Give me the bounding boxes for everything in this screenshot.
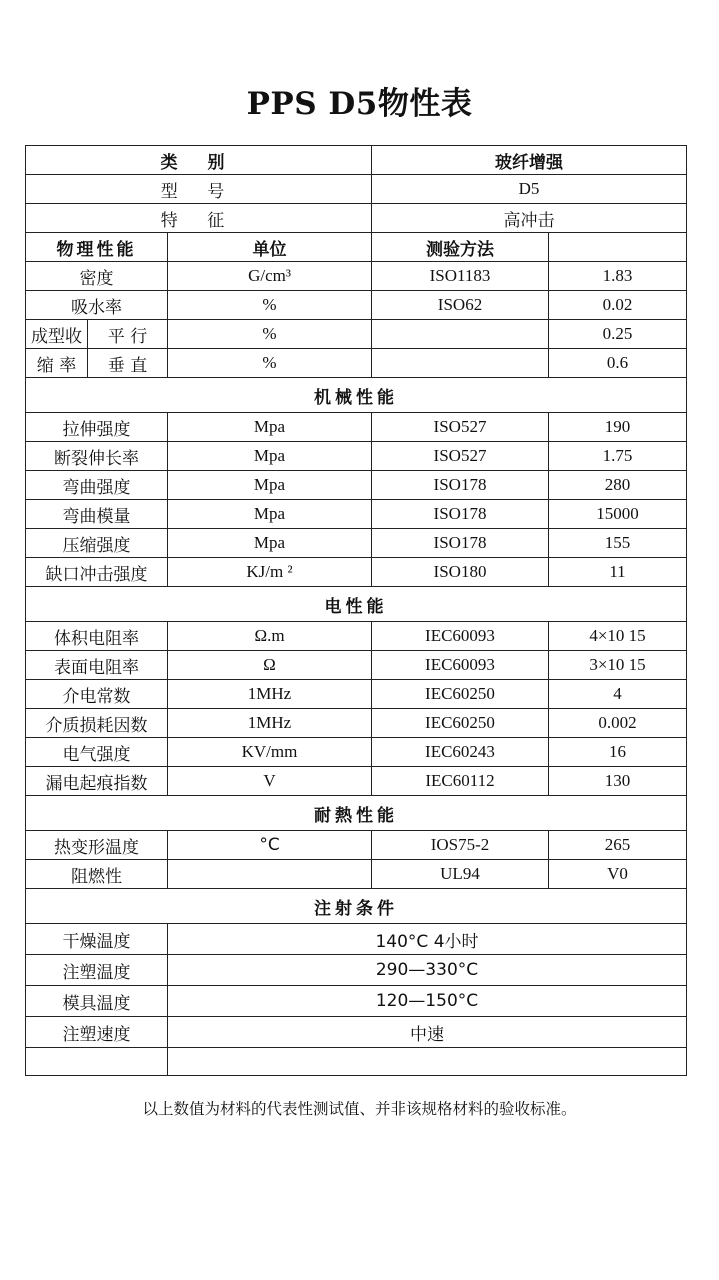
table-row (26, 709, 687, 738)
property-value: 280 (549, 471, 687, 500)
condition-value: 中速 (168, 1017, 687, 1048)
property-method: UL94 (372, 860, 549, 889)
column-property: 物理性能 (26, 233, 168, 262)
feature-value: 高冲击 (372, 204, 687, 233)
table-row (26, 831, 687, 860)
property-method: IEC60093 (372, 651, 549, 680)
column-method: 测验方法 (372, 233, 549, 262)
property-method: IEC60250 (372, 709, 549, 738)
property-name: 弯曲强度 (26, 471, 168, 500)
section-injection: 注射条件 (26, 889, 687, 924)
property-name: 介质损耗因数 (26, 709, 168, 738)
section-heading-row (26, 889, 687, 924)
table-row (26, 924, 687, 955)
table-row (26, 767, 687, 796)
property-value: 0.002 (549, 709, 687, 738)
shrinkage-parallel: 平 行 (88, 320, 168, 349)
property-name: 热变形温度 (26, 831, 168, 860)
property-unit: Mpa (168, 442, 372, 471)
condition-name: 模具温度 (26, 986, 168, 1017)
property-method: ISO1183 (372, 262, 549, 291)
shrinkage-label-bottom: 缩 率 (26, 349, 88, 378)
property-unit: Ω (168, 651, 372, 680)
section-heading-row (26, 378, 687, 413)
table-row (26, 986, 687, 1017)
condition-name: 注塑温度 (26, 955, 168, 986)
property-name: 弯曲模量 (26, 500, 168, 529)
property-method: IEC60243 (372, 738, 549, 767)
property-method: ISO527 (372, 413, 549, 442)
property-method: ISO178 (372, 500, 549, 529)
table-row (26, 1017, 687, 1048)
property-value: 4 (549, 680, 687, 709)
page-title: PPS D5物性表 (246, 86, 473, 122)
property-method (372, 320, 549, 349)
property-method: IOS75-2 (372, 831, 549, 860)
table-row (26, 500, 687, 529)
property-unit: % (168, 320, 372, 349)
property-name: 断裂伸长率 (26, 442, 168, 471)
section-heading-row (26, 796, 687, 831)
property-method: IEC60093 (372, 622, 549, 651)
property-value: 4×10 15 (549, 622, 687, 651)
property-table (25, 145, 687, 1076)
property-value: 1.83 (549, 262, 687, 291)
property-name: 密度 (26, 262, 168, 291)
property-unit: KV/mm (168, 738, 372, 767)
property-name: 吸水率 (26, 291, 168, 320)
property-name: 电气强度 (26, 738, 168, 767)
property-method (372, 349, 549, 378)
category-value: 玻纤增强 (372, 146, 687, 175)
table-row (26, 413, 687, 442)
property-value: 15000 (549, 500, 687, 529)
feature-row (26, 204, 687, 233)
shrinkage-label-top: 成型收 (26, 320, 88, 349)
property-unit: Ω.m (168, 622, 372, 651)
category-row (26, 146, 687, 175)
empty-cell (168, 1048, 687, 1076)
condition-name: 注塑速度 (26, 1017, 168, 1048)
table-row (26, 651, 687, 680)
property-method: IEC60112 (372, 767, 549, 796)
table-row (26, 680, 687, 709)
model-row (26, 175, 687, 204)
property-unit: V (168, 767, 372, 796)
property-value: V0 (549, 860, 687, 889)
footnote: 以上数值为材料的代表性测试值、并非该规格材料的验收标准。 (142, 1100, 577, 1118)
property-method: ISO180 (372, 558, 549, 587)
condition-value: 290—330°C (168, 955, 687, 986)
table-row (26, 622, 687, 651)
table-row (26, 442, 687, 471)
property-unit: % (168, 291, 372, 320)
property-value: 265 (549, 831, 687, 860)
property-value: 11 (549, 558, 687, 587)
property-name: 压缩强度 (26, 529, 168, 558)
table-row (26, 558, 687, 587)
property-method: ISO178 (372, 471, 549, 500)
property-method: ISO178 (372, 529, 549, 558)
table-row (26, 262, 687, 291)
section-mechanical: 机械性能 (26, 378, 687, 413)
property-unit: °C (168, 831, 372, 860)
property-name: 阻燃性 (26, 860, 168, 889)
table-row (26, 320, 687, 349)
property-name: 表面电阻率 (26, 651, 168, 680)
property-value: 130 (549, 767, 687, 796)
property-value: 16 (549, 738, 687, 767)
property-name: 漏电起痕指数 (26, 767, 168, 796)
table-row (26, 529, 687, 558)
property-unit: 1MHz (168, 680, 372, 709)
property-value: 3×10 15 (549, 651, 687, 680)
table-row (26, 860, 687, 889)
empty-row (26, 1048, 687, 1076)
property-unit (168, 860, 372, 889)
condition-value: 140°C 4小时 (168, 924, 687, 955)
property-unit: 1MHz (168, 709, 372, 738)
feature-label: 特 征 (26, 204, 372, 233)
shrinkage-vertical: 垂 直 (88, 349, 168, 378)
property-unit: % (168, 349, 372, 378)
property-value: 0.6 (549, 349, 687, 378)
property-unit: Mpa (168, 529, 372, 558)
category-label: 类 别 (26, 146, 372, 175)
table-row (26, 738, 687, 767)
property-name: 介电常数 (26, 680, 168, 709)
property-unit: KJ/m ² (168, 558, 372, 587)
model-value: D5 (372, 175, 687, 204)
table-row (26, 471, 687, 500)
property-value: 0.02 (549, 291, 687, 320)
column-value (549, 233, 687, 262)
condition-value: 120—150°C (168, 986, 687, 1017)
section-electrical: 电性能 (26, 587, 687, 622)
property-name: 拉伸强度 (26, 413, 168, 442)
property-unit: Mpa (168, 500, 372, 529)
section-heading-row (26, 587, 687, 622)
property-unit: Mpa (168, 471, 372, 500)
property-name: 缺口冲击强度 (26, 558, 168, 587)
property-value: 155 (549, 529, 687, 558)
model-label: 型 号 (26, 175, 372, 204)
column-header-row (26, 233, 687, 262)
condition-name: 干燥温度 (26, 924, 168, 955)
property-value: 0.25 (549, 320, 687, 349)
property-method: ISO527 (372, 442, 549, 471)
property-name: 体积电阻率 (26, 622, 168, 651)
property-unit: Mpa (168, 413, 372, 442)
section-thermal: 耐熱性能 (26, 796, 687, 831)
property-method: ISO62 (372, 291, 549, 320)
table-row (26, 955, 687, 986)
table-row (26, 291, 687, 320)
property-unit: G/cm³ (168, 262, 372, 291)
column-unit: 单位 (168, 233, 372, 262)
property-value: 1.75 (549, 442, 687, 471)
property-method: IEC60250 (372, 680, 549, 709)
table-row (26, 349, 687, 378)
empty-cell (26, 1048, 168, 1076)
property-value: 190 (549, 413, 687, 442)
